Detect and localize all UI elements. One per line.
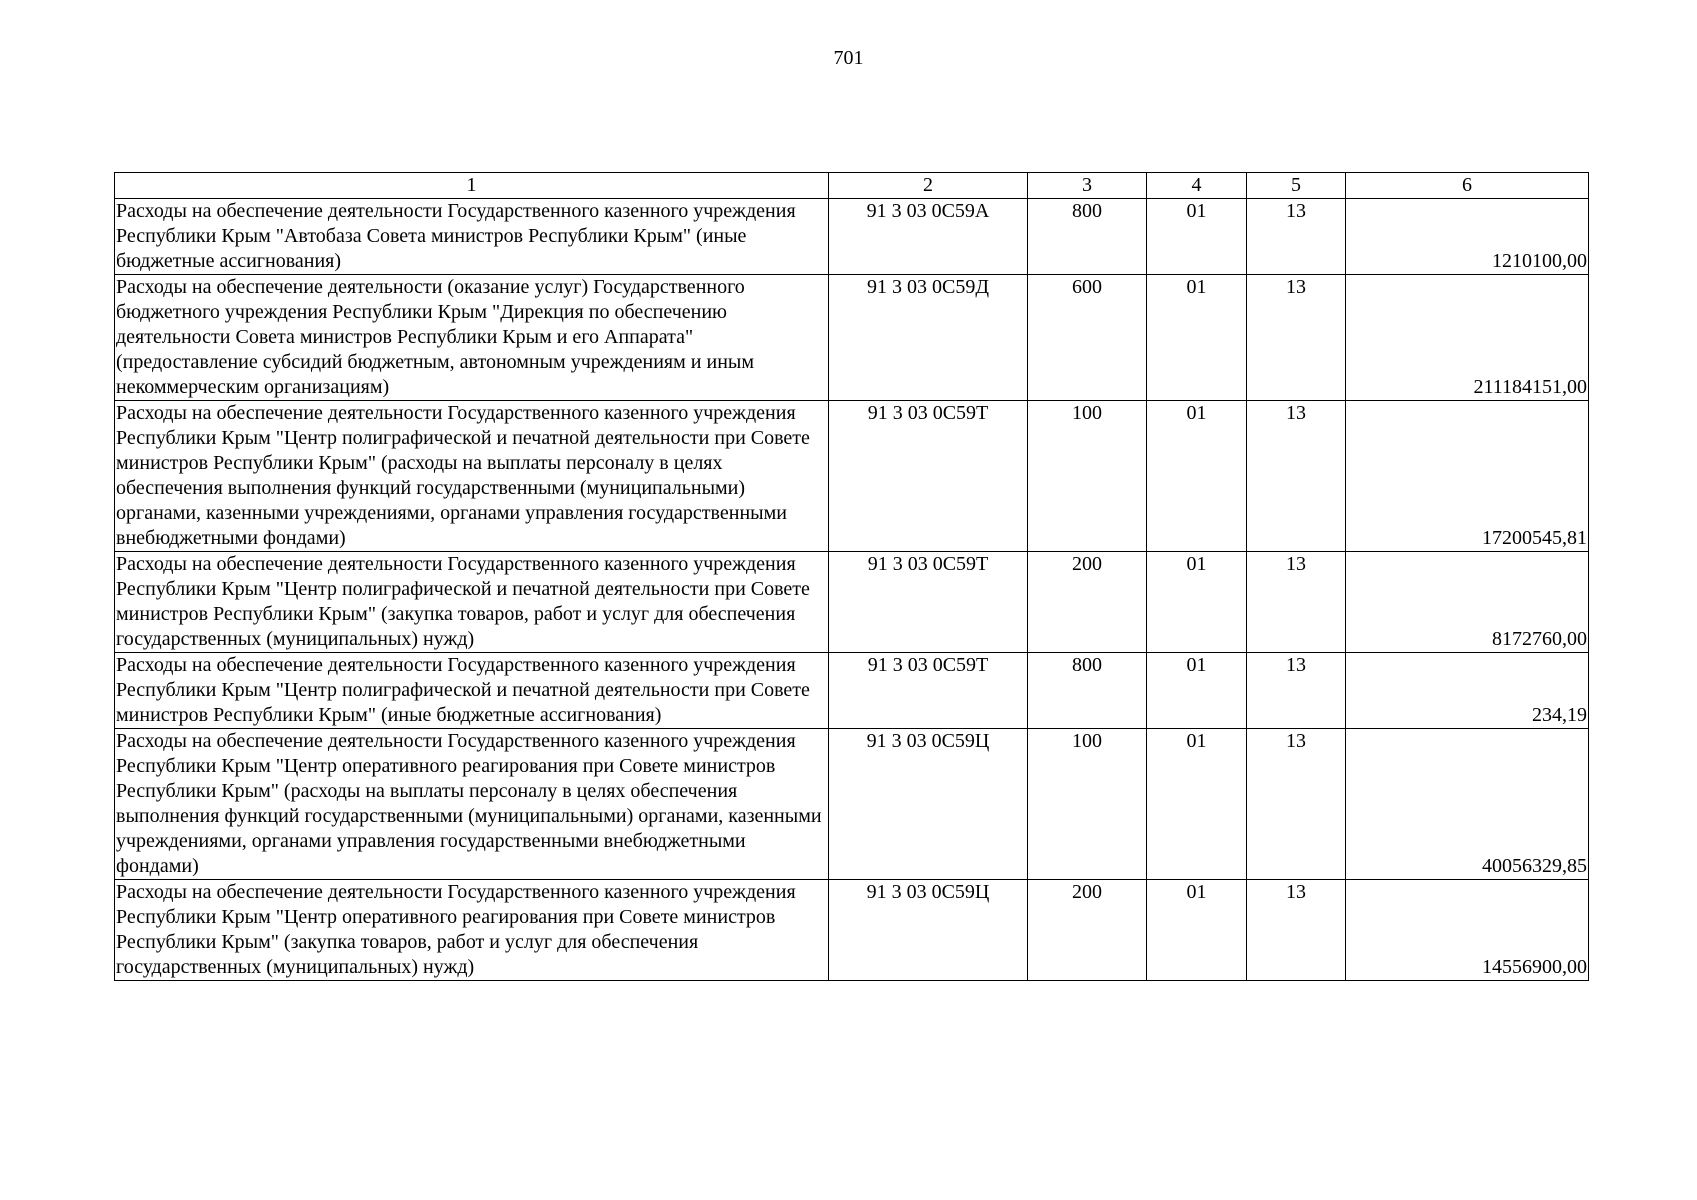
row-section: 01: [1147, 729, 1247, 880]
row-code: 91 3 03 0С59Д: [829, 275, 1028, 401]
row-description: Расходы на обеспечение деятельности Государственного казенного учреждения Республики Крым "Автобаза Совета министров Республики Крым" (иные бюджетные ассигнования): [115, 199, 829, 275]
row-code: 91 3 03 0С59Т: [829, 552, 1028, 653]
table-body: [115, 199, 1589, 981]
row-type: 600: [1028, 275, 1147, 401]
row-subsection: 13: [1247, 653, 1346, 729]
row-code: 91 3 03 0С59Т: [829, 401, 1028, 552]
row-subsection: 13: [1247, 880, 1346, 981]
table-row: [115, 880, 1589, 981]
row-subsection: 13: [1247, 401, 1346, 552]
row-type: 200: [1028, 880, 1147, 981]
row-description: Расходы на обеспечение деятельности Государственного казенного учреждения Республики Крым "Центр оперативного реагирования при Совете министров Республики Крым" (закупка товаров, работ и услуг для обеспечения государственных (муниципальных) нужд): [115, 880, 829, 981]
page-number: 701: [833, 47, 864, 69]
table-row: [115, 275, 1589, 401]
row-amount: 1210100,00: [1346, 199, 1589, 275]
row-amount: 211184151,00: [1346, 275, 1589, 401]
row-description: Расходы на обеспечение деятельности Государственного казенного учреждения Республики Крым "Центр оперативного реагирования при Совете министров Республики Крым" (расходы на выплаты персоналу в целях обеспечения выполнения функций государственными (муниципальными) органами, казенными учреждениями, органами управления государственными внебюджетными фондами): [115, 729, 829, 880]
row-section: 01: [1147, 653, 1247, 729]
row-section: 01: [1147, 552, 1247, 653]
row-section: 01: [1147, 199, 1247, 275]
column-header-subsection: 5: [1247, 173, 1346, 199]
header-row: [115, 173, 1589, 199]
row-description: Расходы на обеспечение деятельности Государственного казенного учреждения Республики Крым "Центр полиграфической и печатной деятельности при Совете министров Республики Крым" (иные бюджетные ассигнования): [115, 653, 829, 729]
table-row: [115, 552, 1589, 653]
row-amount: 17200545,81: [1346, 401, 1589, 552]
row-amount: 40056329,85: [1346, 729, 1589, 880]
column-header-description: 1: [115, 173, 829, 199]
row-section: 01: [1147, 401, 1247, 552]
row-amount: 234,19: [1346, 653, 1589, 729]
row-code: 91 3 03 0С59А: [829, 199, 1028, 275]
column-header-code: 2: [829, 173, 1028, 199]
row-type: 100: [1028, 729, 1147, 880]
row-subsection: 13: [1247, 275, 1346, 401]
row-description: Расходы на обеспечение деятельности Государственного казенного учреждения Республики Крым "Центр полиграфической и печатной деятельности при Совете министров Республики Крым" (расходы на выплаты персоналу в целях обеспечения выполнения функций государственными (муниципальными) органами, казенными учреждениями, органами управления государственными внебюджетными фондами): [115, 401, 829, 552]
row-type: 100: [1028, 401, 1147, 552]
row-section: 01: [1147, 880, 1247, 981]
row-code: 91 3 03 0С59Ц: [829, 880, 1028, 981]
table-row: [115, 401, 1589, 552]
row-subsection: 13: [1247, 552, 1346, 653]
row-description: Расходы на обеспечение деятельности Государственного казенного учреждения Республики Крым "Центр полиграфической и печатной деятельности при Совете министров Республики Крым" (закупка товаров, работ и услуг для обеспечения государственных (муниципальных) нужд): [115, 552, 829, 653]
row-subsection: 13: [1247, 729, 1346, 880]
row-code: 91 3 03 0С59Ц: [829, 729, 1028, 880]
column-header-type: 3: [1028, 173, 1147, 199]
column-header-amount: 6: [1346, 173, 1589, 199]
table-row: [115, 653, 1589, 729]
table-row: [115, 199, 1589, 275]
row-type: 800: [1028, 653, 1147, 729]
row-type: 200: [1028, 552, 1147, 653]
row-amount: 8172760,00: [1346, 552, 1589, 653]
budget-table: [114, 172, 1589, 981]
row-subsection: 13: [1247, 199, 1346, 275]
row-type: 800: [1028, 199, 1147, 275]
row-section: 01: [1147, 275, 1247, 401]
column-header-section: 4: [1147, 173, 1247, 199]
row-code: 91 3 03 0С59Т: [829, 653, 1028, 729]
table-header: [115, 173, 1589, 199]
row-amount: 14556900,00: [1346, 880, 1589, 981]
table-row: [115, 729, 1589, 880]
row-description: Расходы на обеспечение деятельности (оказание услуг) Государственного бюджетного учреждения Республики Крым "Дирекция по обеспечению деятельности Совета министров Республики Крым и его Аппарата" (предоставление субсидий бюджетным, автономным учреждениям и иным некоммерческим организациям): [115, 275, 829, 401]
